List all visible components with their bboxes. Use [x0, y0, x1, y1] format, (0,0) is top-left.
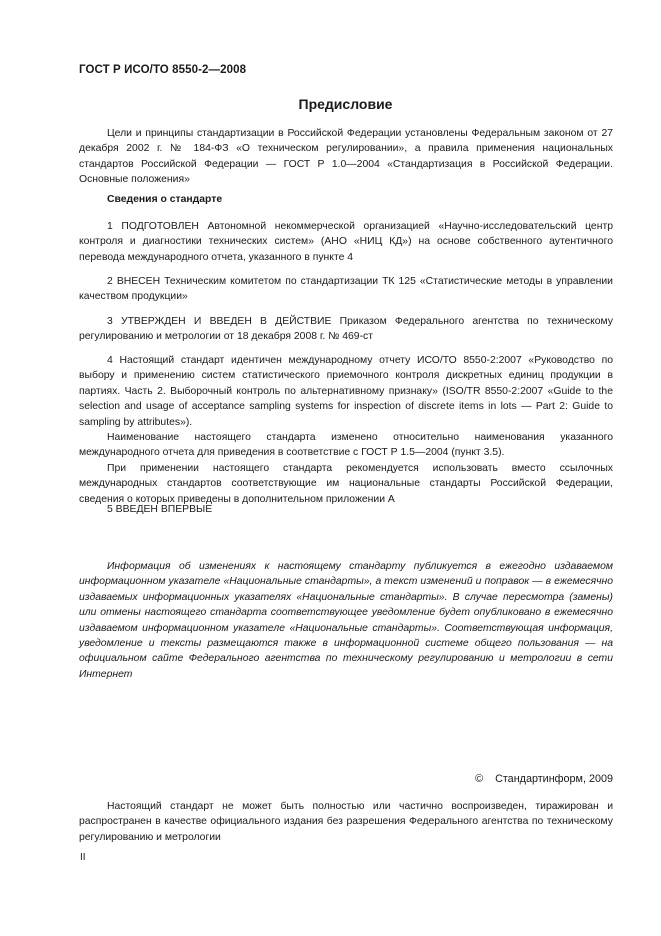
item-2-block [79, 274, 613, 305]
item-4-note-1: Наименование настоящего стандарта изменено относительно наименования указанного международного отчета для приведения в соответствие с ГОСТ Р 1.5—2004 (пункт 3.5). [79, 432, 613, 459]
item-1-paragraph: 1 ПОДГОТОВЛЕН Автономной некоммерческой организацией «Научно-исследовательский центр контроля и диагностики технических систем» (АНО «НИЦ КД») на основе собственного аутентичного перевода международного отчета, указанного в пункте 4 [79, 221, 613, 263]
item-3-paragraph: 3 УТВЕРЖДЕН И ВВЕДЕН В ДЕЙСТВИЕ Приказом Федерального агентства по техническому регулированию и метрологии от 18 декабря 2008 г. № 469-ст [79, 316, 613, 343]
item-4-note-2: При применении настоящего стандарта рекомендуется использовать вместо ссылочных международных стандартов соответствующие им национальные стандарты Российской Федерации, сведения о которых приведены в дополнительном приложении А [79, 462, 613, 505]
copyright-line [475, 773, 613, 785]
page-title: Предисловие [298, 96, 393, 112]
change-info-paragraph: Информация об изменениях к настоящему стандарту публикуется в ежегодно издаваемом информационном указателе «Национальные стандарты», а текст изменений и поправок — в ежемесячно издаваемых информационных указателях «Национальные стандарты». В случае пересмотра (замены) или отмены настоящего стандарта соответствующее уведомление будет опубликовано в ежемесячно издаваемом информационном указателе «Национальные стандарты». Соответствующая информация, уведомление и тексты размещаются также в информационной системе общего пользования — на официальном сайте Федерального агентства по техническому регулированию и метрологии в сети Интернет [79, 561, 613, 680]
item-5-block [79, 502, 613, 517]
item-2-paragraph: 2 ВНЕСЕН Техническим комитетом по стандартизации ТК 125 «Статистические методы в управлении качеством продукции» [79, 276, 613, 303]
item-4-paragraph: 4 Настоящий стандарт идентичен международному отчету ИСО/ТО 8550-2:2007 «Руководство по выбору и применению систем статистического приемочного контроля дискретных единиц продукции в партиях. Часть 2. Выборочный контроль по альтернативному признаку» (ISO/TR 8550-2:2007 «Guide to the selection and usage of acceptance sampling systems for inspection of discrete items in lots — Part 2: Guide to sampling by attributes»). [79, 355, 613, 428]
page-number: II [80, 852, 86, 863]
copyright-symbol: © [475, 773, 484, 785]
change-info-block [79, 559, 613, 682]
intro-block [79, 126, 613, 188]
info-heading: Сведения о стандарте [107, 194, 223, 205]
document-code-header: ГОСТ Р ИСО/ТО 8550-2—2008 [79, 64, 247, 76]
item-1-block [79, 219, 613, 265]
item-5-paragraph: 5 ВВЕДЕН ВПЕРВЫЕ [107, 504, 213, 515]
rights-notice-paragraph: Настоящий стандарт не может быть полностью или частично воспроизведен, тиражирован и распространен в качестве официального издания без разрешения Федерального агентства по техническому регулированию и метрологии [79, 801, 613, 843]
copyright-text: Стандартинформ, 2009 [495, 773, 613, 785]
item-3-block [79, 314, 613, 345]
intro-paragraph: Цели и принципы стандартизации в Российской Федерации установлены Федеральным законом от 27 декабря 2002 г. № 184-ФЗ «О техническом регулировании», а правила применения национальных стандартов Российской Федерации — ГОСТ Р 1.0—2004 «Стандартизация в Российской Федерации. Основные положения» [79, 128, 613, 186]
item-4-block [79, 353, 613, 507]
rights-notice-block [79, 799, 613, 845]
